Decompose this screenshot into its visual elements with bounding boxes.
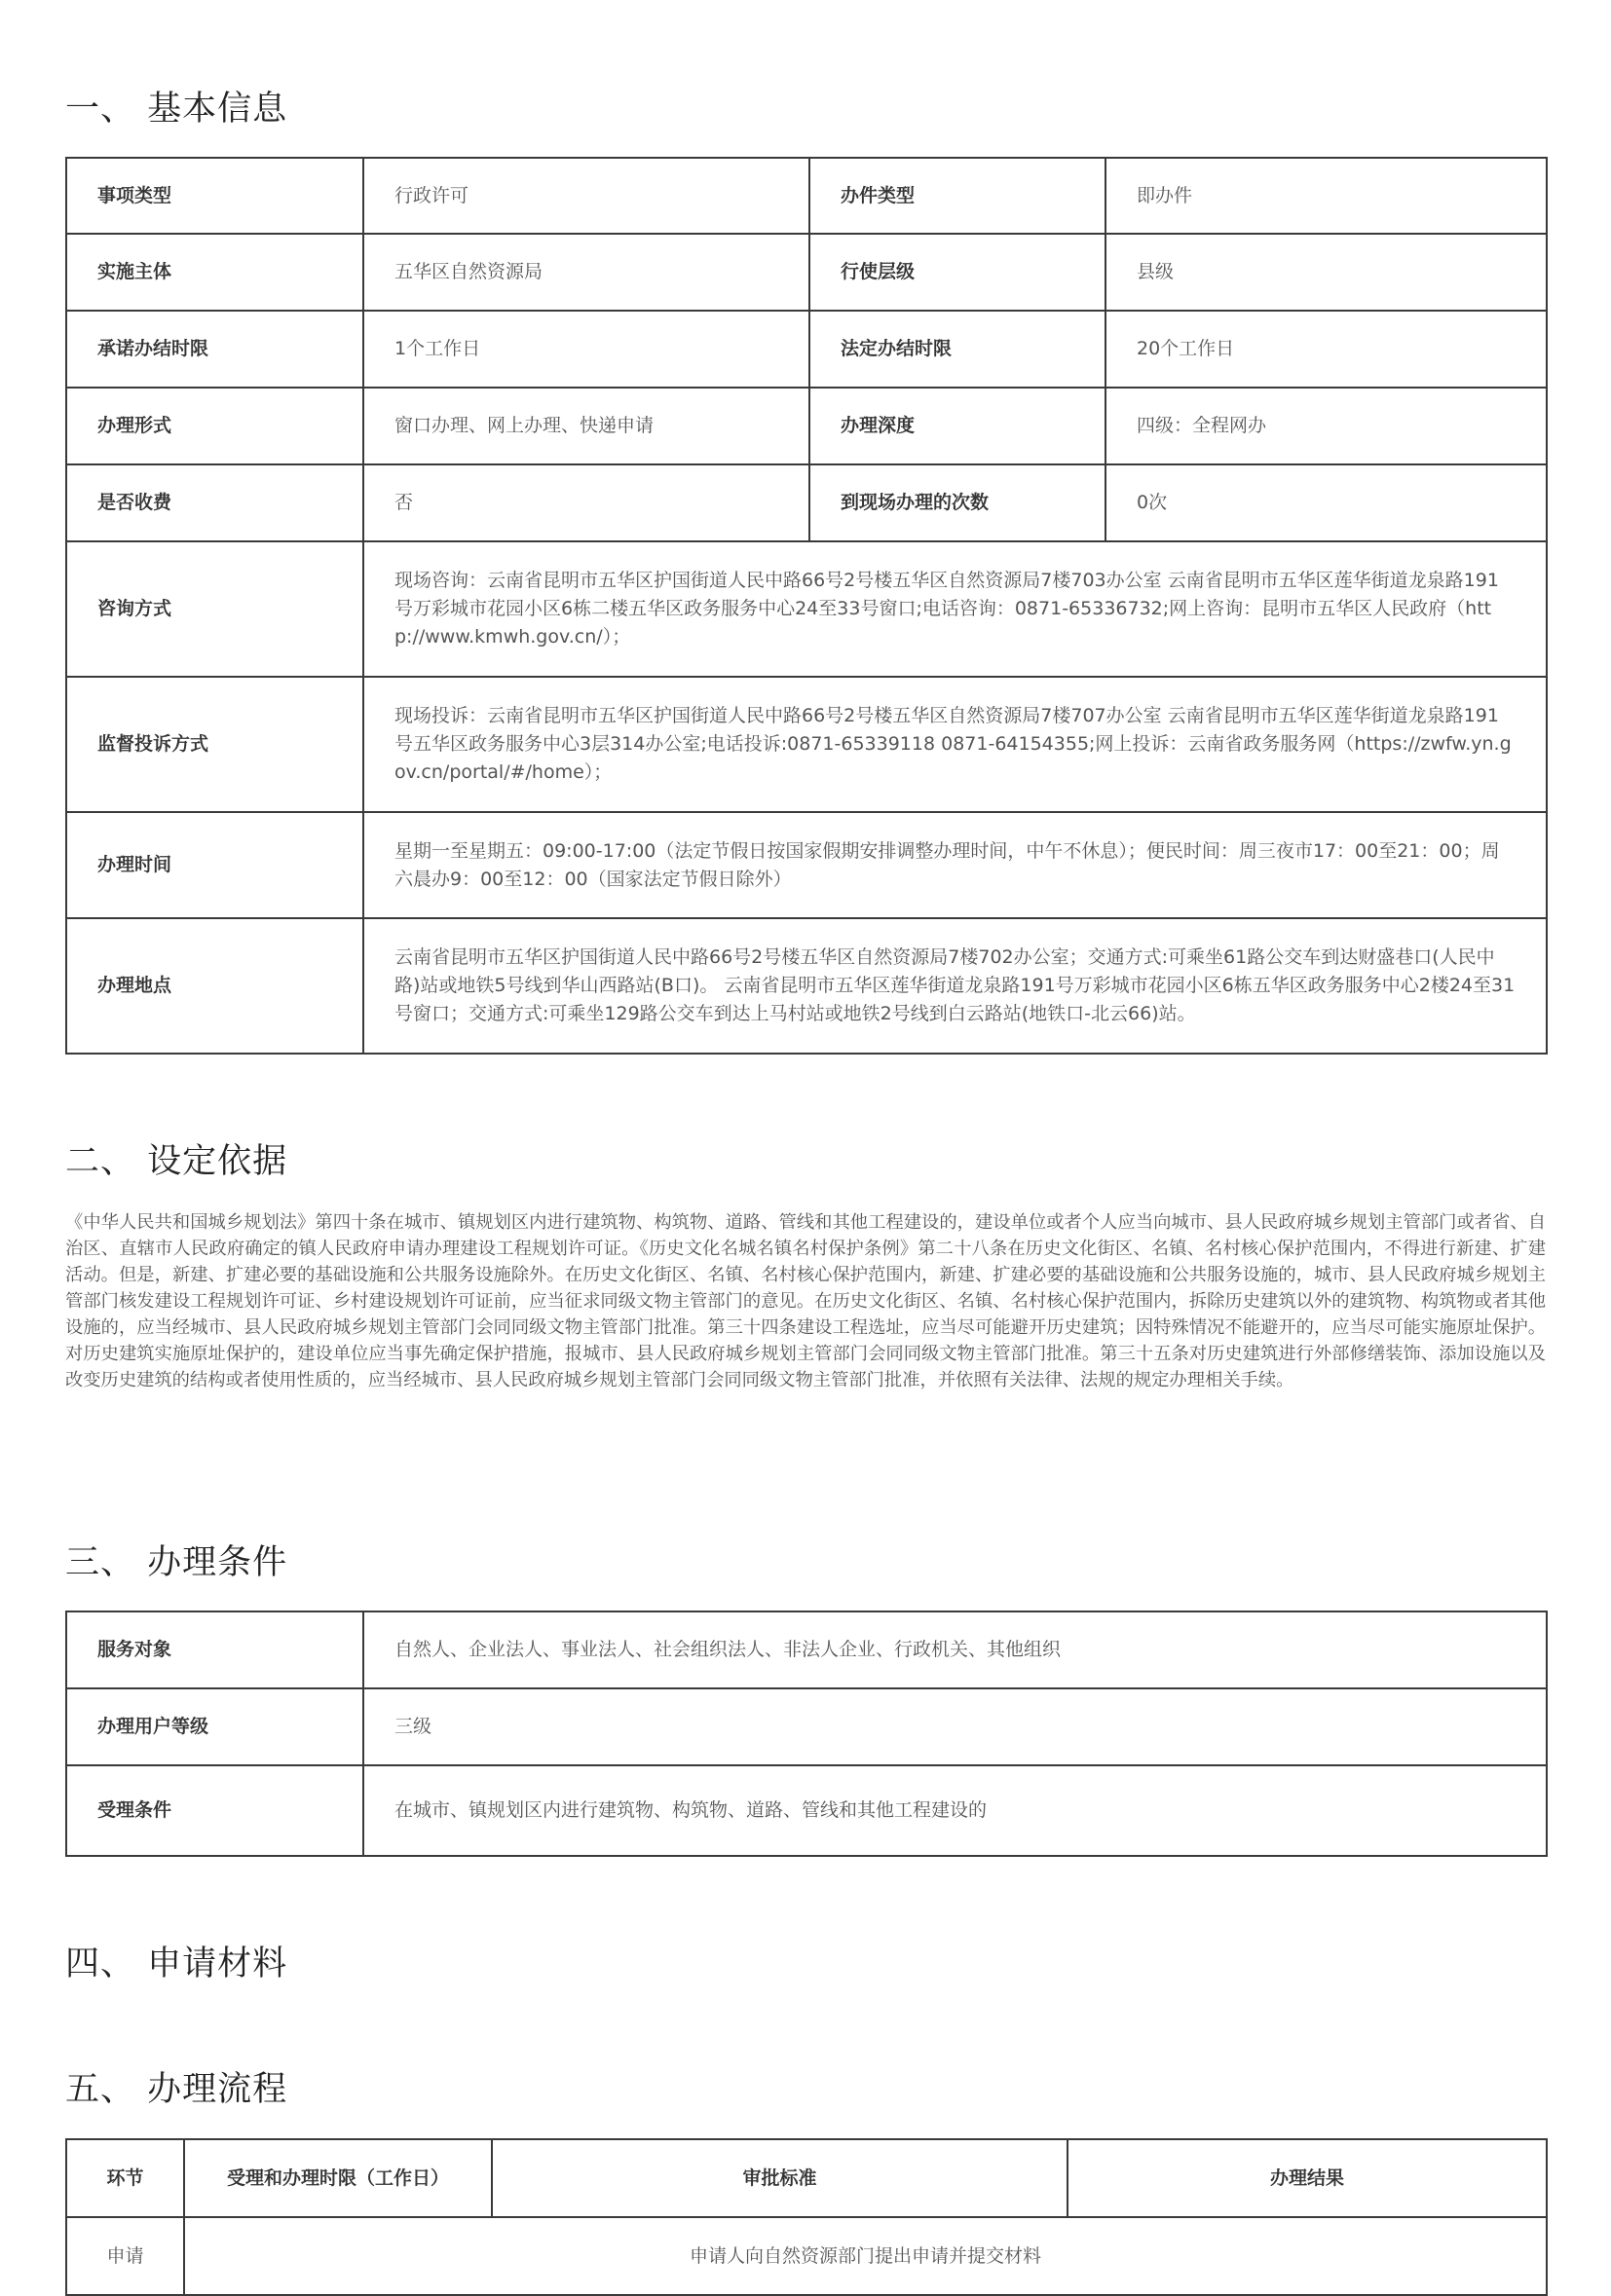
field-value: 三级	[363, 1688, 1547, 1765]
field-label: 行使层级	[809, 234, 1105, 311]
table-row	[66, 541, 1547, 677]
field-label: 是否收费	[66, 464, 363, 541]
basic-info-table	[65, 157, 1548, 1055]
field-label: 办理用户等级	[66, 1688, 363, 1765]
field-value: 1个工作日	[363, 311, 809, 388]
section-title-conditions: 三、 办理条件	[65, 1543, 288, 1582]
field-value: 否	[363, 464, 809, 541]
table-row	[66, 234, 1547, 311]
table-row	[66, 1765, 1547, 1856]
field-label: 承诺办结时限	[66, 311, 363, 388]
process-table	[65, 2138, 1548, 2296]
column-header: 受理和办理时限（工作日）	[184, 2139, 492, 2217]
field-label: 监督投诉方式	[66, 677, 363, 812]
table-row	[66, 158, 1547, 234]
field-value: 星期一至星期五：09:00-17:00（法定节假日按国家假期安排调整办理时间，中午不休息）；便民时间：周三夜市17：00至21：00；周六晨办9：00至12：00（国家法定节假日除外）	[363, 812, 1547, 918]
field-label: 法定办结时限	[809, 311, 1105, 388]
section-title-legal-basis: 二、 设定依据	[65, 1142, 288, 1181]
field-value: 行政许可	[363, 158, 809, 234]
table-row	[66, 2217, 1547, 2295]
table-row	[66, 677, 1547, 812]
field-value: 县级	[1105, 234, 1547, 311]
step-name: 申请	[66, 2217, 184, 2295]
field-label: 办理地点	[66, 918, 363, 1054]
legal-basis-text: 《中华人民共和国城乡规划法》第四十条在城市、镇规划区内进行建筑物、构筑物、道路、管线和其他工程建设的，建设单位或者个人应当向城市、县人民政府城乡规划主管部门或者省、自治区、直辖市人民政府确定的镇人民政府申请办理建设工程规划许可证。《历史文化名城名镇名村保护条例》第二十八条在历史文化街区、名镇、名村核心保护范围内，不得进行新建、扩建活动。但是，新建、扩建必要的基础设施和公共服务设施除外。在历史文化街区、名镇、名村核心保护范围内，新建、扩建必要的基础设施和公共服务设施的，城市、县人民政府城乡规划主管部门核发建设工程规划许可证、乡村建设规划许可证前，应当征求同级文物主管部门的意见。在历史文化街区、名镇、名村核心保护范围内，拆除历史建筑以外的建筑物、构筑物或者其他设施的，应当经城市、县人民政府城乡规划主管部门会同同级文物主管部门批准。第三十四条建设工程选址，应当尽可能避开历史建筑；因特殊情况不能避开的，应当尽可能实施原址保护。对历史建筑实施原址保护的，建设单位应当事先确定保护措施，报城市、县人民政府城乡规划主管部门会同同级文物主管部门批准。第三十五条对历史建筑进行外部修缮装饰、添加设施以及改变历史建筑的结构或者使用性质的，应当经城市、县人民政府城乡规划主管部门会同同级文物主管部门批准，并依照有关法律、法规的规定办理相关手续。	[65, 1212, 1546, 1390]
field-label: 办理时间	[66, 812, 363, 918]
field-label: 办理深度	[809, 388, 1105, 464]
field-label: 到现场办理的次数	[809, 464, 1105, 541]
field-value: 窗口办理、网上办理、快递申请	[363, 388, 809, 464]
table-header-row	[66, 2139, 1547, 2217]
column-header: 审批标准	[492, 2139, 1068, 2217]
field-value: 20个工作日	[1105, 311, 1547, 388]
field-label: 办件类型	[809, 158, 1105, 234]
field-value: 即办件	[1105, 158, 1547, 234]
field-value: 五华区自然资源局	[363, 234, 809, 311]
field-value: 云南省昆明市五华区护国街道人民中路66号2号楼五华区自然资源局7楼702办公室；交通方式:可乘坐61路公交车到达财盛巷口(人民中路)站或地铁5号线到华山西路站(B口)。 云南省昆明市五华区莲华街道龙泉路191号万彩城市花园小区6栋五华区政务服务中心2楼24至31号窗口；交通方式:可乘坐129路公交车到达上马村站或地铁2号线到白云路站(地铁口-北云66)站。	[363, 918, 1547, 1054]
table-row	[66, 812, 1547, 918]
field-label: 服务对象	[66, 1611, 363, 1688]
field-value: 现场投诉：云南省昆明市五华区护国街道人民中路66号2号楼五华区自然资源局7楼707办公室 云南省昆明市五华区莲华街道龙泉路191号五华区政务服务中心3层314办公室;电话投诉:0871-65339118 0871-64154355;网上投诉：云南省政务服务网（https://zwfw.yn.gov.cn/portal/#/home）；	[363, 677, 1547, 812]
conditions-table	[65, 1611, 1548, 1857]
section-title-basic-info: 一、 基本信息	[65, 90, 288, 129]
table-row	[66, 311, 1547, 388]
table-row	[66, 388, 1547, 464]
field-value: 自然人、企业法人、事业法人、社会组织法人、非法人企业、行政机关、其他组织	[363, 1611, 1547, 1688]
field-label: 咨询方式	[66, 541, 363, 677]
step-description: 申请人向自然资源部门提出申请并提交材料	[184, 2217, 1547, 2295]
section-title-materials: 四、 申请材料	[65, 1944, 288, 1983]
table-row	[66, 1611, 1547, 1688]
field-value: 四级：全程网办	[1105, 388, 1547, 464]
table-row	[66, 1688, 1547, 1765]
column-header: 环节	[66, 2139, 184, 2217]
table-row	[66, 918, 1547, 1054]
table-row	[66, 464, 1547, 541]
field-value: 0次	[1105, 464, 1547, 541]
field-label: 受理条件	[66, 1765, 363, 1856]
field-value: 在城市、镇规划区内进行建筑物、构筑物、道路、管线和其他工程建设的	[363, 1765, 1547, 1856]
field-label: 事项类型	[66, 158, 363, 234]
field-label: 办理形式	[66, 388, 363, 464]
field-label: 实施主体	[66, 234, 363, 311]
section-title-process: 五、 办理流程	[65, 2070, 288, 2109]
column-header: 办理结果	[1068, 2139, 1547, 2217]
field-value: 现场咨询：云南省昆明市五华区护国街道人民中路66号2号楼五华区自然资源局7楼703办公室 云南省昆明市五华区莲华街道龙泉路191号万彩城市花园小区6栋二楼五华区政务服务中心24至33号窗口;电话咨询：0871-65336732;网上咨询：昆明市五华区人民政府（http://www.kmwh.gov.cn/）；	[363, 541, 1547, 677]
